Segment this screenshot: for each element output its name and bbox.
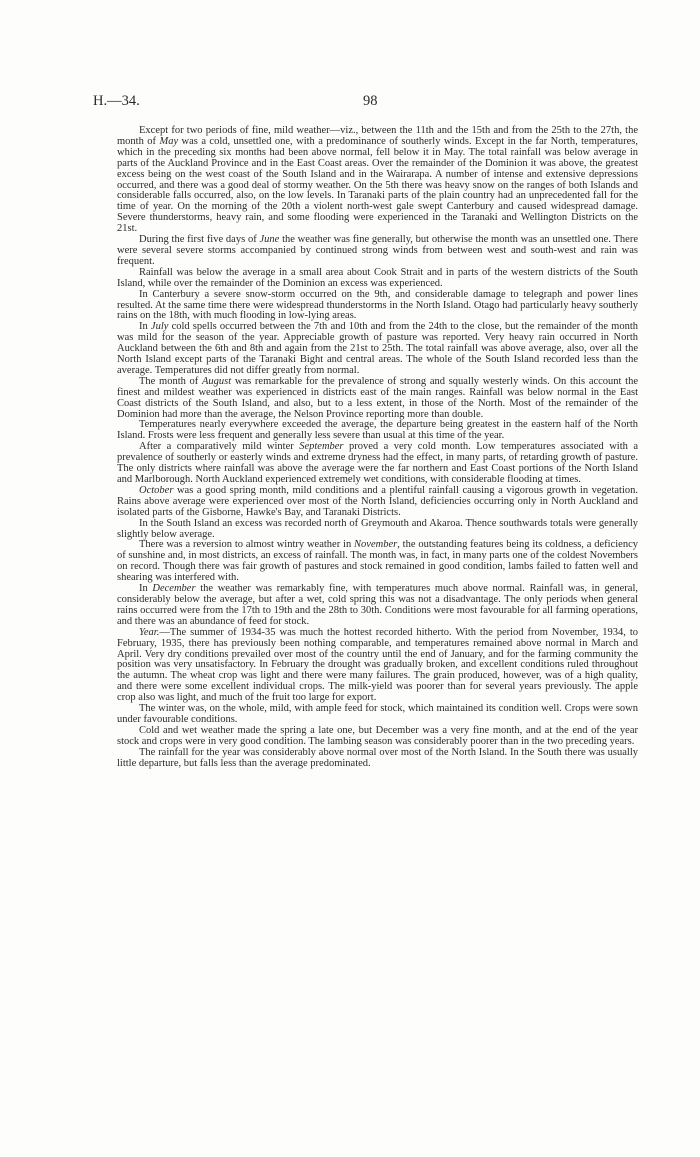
paragraph-text: cold spells occurred between the 7th and 10th and from the 24th to the close, but the remainder of the month was mild for the season of the year. Appreciable growth of pasture was reported. Very heavy rain occurred in North Auckland between the 6th and 8th and again from the 21st to 25th. The total rainfall was above average, also, over all the North Island except parts of the Taranaki Bight and central areas. The whole of the South Island recorded less than the average. Temperatures did not differ greatly from normal. [117, 321, 638, 376]
italic-term: July [150, 321, 169, 333]
paragraph-text: Temperatures nearly everywhere exceeded the average, the departure being greatest in the eastern half of the North Island. Frosts were less frequent and generally less severe than usual at this time of the year. [117, 419, 638, 442]
paragraph [117, 584, 638, 628]
paragraph-text: the weather was fine generally, but otherwise the month was an unsettled one. There were several severe storms accompanied by continued strong winds from between west and south-west and rain was frequent. [117, 234, 638, 267]
italic-term: November [354, 539, 398, 551]
italic-term: December [152, 583, 196, 595]
paragraph [117, 726, 638, 748]
paragraph-text: In [139, 321, 151, 333]
paragraph [117, 442, 638, 486]
italic-term: September [299, 441, 344, 453]
document-reference: H.—34. [93, 93, 140, 109]
page-number: 98 [363, 93, 378, 109]
paragraph-text: After a comparatively mild winter [139, 441, 300, 453]
italic-term: October [139, 484, 174, 496]
paragraph [117, 486, 638, 519]
paragraph-text: the weather was remarkably fine, with temperatures much above normal. Rainfall was, in general, considerably below the average, but after a wet, cold spring this was not a disadvantage. The only periods when general rains occurred were from the 17th to 19th and the 28th to 30th. Conditions were most favourable for all farming operations, and there was an abundance of feed for stock. [117, 583, 638, 627]
paragraph-text: was a good spring month, mild conditions and a plentiful rainfall causing a vigorous growth in vegetation. Rains above average were experienced over most of the North Island, deficiencies occurring only in North Auckland and isolated parts of the Gisborne, Hawke's Bay, and Taranaki Districts. [117, 484, 638, 518]
paragraph [117, 540, 638, 584]
paragraph [117, 268, 638, 290]
paragraph [117, 290, 638, 323]
paragraph-text: There was a reversion to almost wintry weather in [139, 539, 355, 551]
paragraph-text: proved a very cold month. Low temperatures associated with a prevalence of southerly or easterly winds and extreme dryness had the effect, in many parts, of retarding growth of pasture. The only districts where rainfall was above the average were the far northern and East Coast portions of the North Island and Marlborough. North Auckland experienced extremely wet conditions, with considerable flooding at times. [117, 441, 638, 485]
italic-term: August [202, 375, 232, 387]
paragraph-text: The month of [139, 375, 203, 387]
paragraph-text: was a cold, unsettled one, with a predominance of southerly winds. Except in the far North, temperatures, which in the preceding six months had been above normal, fell below it in May. The total rainfall was below average in parts of the Auckland Province and in the East Coast areas. Over the remainder of the Dominion it was above, the greatest excess being on the west coast of the South Island and in the Wairarapa. A number of intense and extensive depressions occurred, and there was a good deal of stormy weather. On the 5th there was heavy snow on the ranges of both Islands and considerable falls occurred, also, on the low levels. In Taranaki parts of the plain country had an unprecedented fall for the time of year. On the morning of the 20th a violent north-west gale swept Canterbury and caused widespread damage. Severe thunderstorms, heavy rain, and some flooding were experienced in the Taranaki and Wellington Districts on the 21st. [117, 135, 638, 235]
paragraph-text: —The summer of 1934-35 was much the hottest recorded hitherto. With the period from November, 1934, to February, 1935, there has previously been nothing comparable, and temperatures remained above normal in March and April. Very dry conditions prevailed over most of the country until the end of January, and for the farming community the position was very unsatisfactory. In February the drought was gradually broken, and excellent conditions ruled throughout the autumn. The wheat crop was light and there were many failures. The grain produced, however, was of a high quality, and there were some excellent individual crops. The milk-yield was poorer than for several years previously. The apple crop also was light, and much of the fruit too large for export. [117, 626, 638, 704]
paragraph [117, 322, 638, 377]
paragraph-text: In Canterbury a severe snow-storm occurred on the 9th, and considerable damage to telegraph and power lines resulted. At the same time there were widespread thunderstorms in the North Island. Otago had particularly heavy southerly rains on the 18th, with much flooding in low-lying areas. [117, 288, 638, 322]
paragraph-text: In [139, 583, 153, 595]
paragraph-text: During the first five days of [139, 234, 260, 246]
italic-term: Year. [139, 626, 160, 638]
paragraph-text: Except for two periods of fine, mild weather—viz., between the 11th and the 15th and from the 25th to the 27th, the month of [117, 125, 638, 147]
paragraph-text: The winter was, on the whole, mild, with ample feed for stock, which maintained its condition well. Crops were sown under favourable conditions. [117, 703, 638, 725]
paragraph-text: Cold and wet weather made the spring a late one, but December was a very fine month, and at the end of the year stock and crops were in very good condition. The lambing season was considerably poorer than in the two preceding years. [117, 724, 638, 747]
paragraph-text: In the South Island an excess was recorded north of Greymouth and Akaroa. Thence southwards totals were generally slightly below average. [117, 517, 638, 540]
paragraph [117, 420, 638, 442]
report-body [117, 126, 638, 769]
paragraph-text: , the outstanding features being its coldness, a deficiency of sunshine and, in most districts, an excess of rainfall. The month was, in fact, in many parts one of the coldest Novembers on record. Though there was fair growth of pastures and stock remained in good condition, lambs failed to fatten well and shearing was interfered with. [117, 539, 638, 584]
page-header [93, 93, 607, 113]
paragraph-text: The rainfall for the year was considerably above normal over most of the North Island. In the South there was usually little departure, but falls less than the average predominated. [117, 746, 638, 769]
italic-term: May [159, 135, 179, 147]
paragraph [117, 126, 638, 235]
paragraph [117, 377, 638, 421]
paragraph [117, 519, 638, 541]
paragraph-text: was remarkable for the prevalence of strong and squally westerly winds. On this account the finest and mildest weather was experienced in districts east of the main ranges. Rainfall was below normal in the East Coast districts of the South Island, and also, but to a less extent, in those of the North. Most of the remainder of the Dominion had more than the average, the Nelson Province reporting more than double. [117, 375, 639, 420]
paragraph-text: Rainfall was below the average in a small area about Cook Strait and in parts of the western districts of the South Island, while over the remainder of the Dominion an excess was experienced. [117, 266, 638, 289]
italic-term: June [259, 234, 280, 246]
paragraph [117, 704, 638, 726]
paragraph [117, 628, 638, 704]
paragraph [117, 235, 638, 268]
paragraph [117, 748, 638, 770]
